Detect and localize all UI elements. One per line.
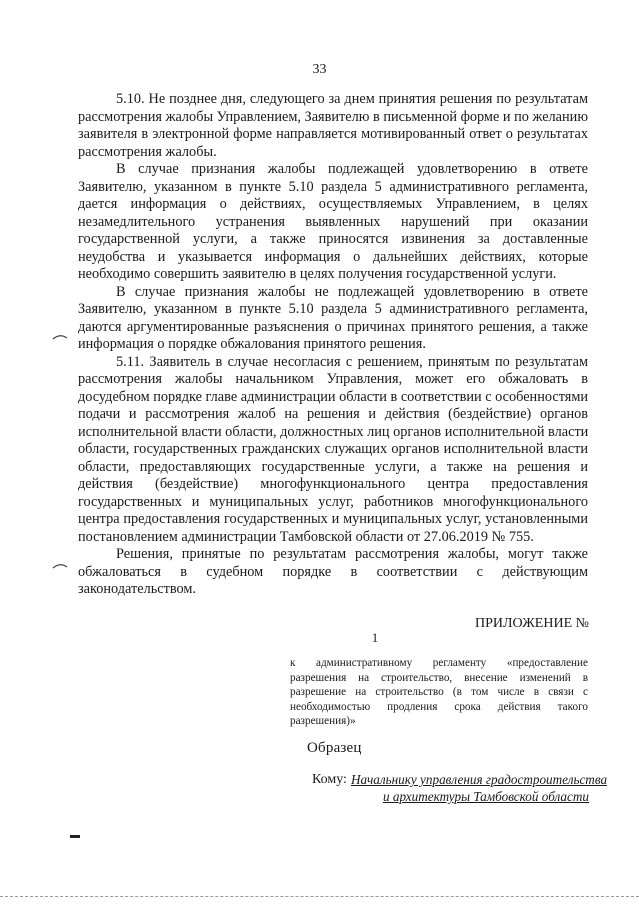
scan-bottom-edge bbox=[0, 896, 639, 897]
sample-label: Образец bbox=[307, 740, 362, 756]
body-text-line: области, государственных гражданских служащих органов исполнительной власти bbox=[78, 441, 588, 457]
appendix-number: 1 bbox=[371, 630, 379, 645]
body-text-line: В случае признания жалобы не подлежащей удовлетворению в ответе bbox=[116, 283, 588, 300]
body-text-line: 5.11. Заявитель в случае несогласия с решением, принятым по результатам bbox=[116, 353, 588, 370]
body-text-line: центра предоставления государственных и муниципальных услуг, установленными bbox=[78, 511, 588, 527]
body-text-line: незамедлительного устранения выявленных нарушений при оказании bbox=[78, 213, 588, 230]
body-text-line: необходимо совершить заявителю в целях получения государственной услуги. bbox=[78, 266, 557, 282]
appendix-title: ПРИЛОЖЕНИЕ № bbox=[475, 616, 589, 631]
body-text-line: дается информация о действиях, осуществляемых Управлением, в целях bbox=[78, 196, 588, 212]
body-text-line: рассмотрения жалобы начальником Управления, может его обжаловать в bbox=[78, 371, 588, 387]
regulation-body-text bbox=[78, 91, 588, 599]
body-text-line: исполнительной власти области, должностных лиц органов исполнительной власти bbox=[78, 423, 588, 440]
body-text-line: рассмотрения жалобы. bbox=[78, 143, 217, 160]
body-text-line: Заявителю, указанном в пункте 5.10 раздела 5 административного регламента, bbox=[78, 178, 588, 195]
body-text-line: государственных и муниципальных услуг, работников многофункционального bbox=[78, 493, 588, 510]
body-text-line: области, предоставляющих государственные услуги, а также на решения и bbox=[78, 458, 588, 475]
to-label: Кому: bbox=[312, 772, 347, 787]
recipient-line-2: и архитектуры Тамбовской области bbox=[382, 789, 589, 804]
appendix-reference-line: разрешение на строительство (в том числе в связи с bbox=[290, 686, 588, 699]
appendix-reference-line: разрешения на строительство, внесение изменений в bbox=[290, 671, 588, 684]
body-text-line: Заявителю, указанном в пункте 5.10 раздела 5 административного регламента, bbox=[78, 301, 588, 317]
body-text-line: действия (бездействие) многофункционального центра предоставления bbox=[78, 476, 588, 492]
body-text-line: неудобства и указывается информация о дальнейших действиях, которые bbox=[78, 248, 588, 265]
body-text-line: 5.10. Не позднее дня, следующего за днем принятия решения по результатам bbox=[116, 91, 588, 107]
scan-dash-mark bbox=[70, 835, 80, 838]
appendix-reference-line: разрешения)» bbox=[290, 715, 356, 728]
body-text-line: обжаловаться в судебном порядке в соответствии с действующим bbox=[78, 563, 588, 580]
body-text-line: рассмотрения жалобы Управлением, Заявителю в письменной форме и по желанию bbox=[78, 108, 588, 125]
body-text-line: даются аргументированные разъяснения о причинах принятого решения, а также bbox=[78, 318, 588, 335]
margin-tick-mark bbox=[52, 333, 68, 341]
margin-tick-mark bbox=[52, 562, 68, 570]
body-text-line: постановлением администрации Тамбовской области от 27.06.2019 № 755. bbox=[78, 528, 534, 545]
page-number: 33 bbox=[312, 62, 327, 77]
body-text-line: заявителя в электронной форме направляется мотивированный ответ о результатах bbox=[78, 126, 588, 142]
appendix-reference-line: к административному регламенту «предоставление bbox=[290, 657, 588, 669]
appendix-reference-line: необходимостью продления срока действия такого bbox=[290, 700, 588, 713]
body-text-line: В случае признания жалобы подлежащей удовлетворению в ответе bbox=[116, 161, 588, 177]
appendix-reference bbox=[290, 656, 588, 729]
body-text-line: подачи и рассмотрения жалоб на решения и действия (бездействие) органов bbox=[78, 406, 588, 422]
recipient-line-1: Начальнику управления градостроительства bbox=[351, 772, 608, 787]
body-text-line: Решения, принятые по результатам рассмотрения жалобы, могут также bbox=[116, 546, 588, 562]
body-text-line: законодательством. bbox=[78, 581, 196, 597]
body-text-line: информация о порядке обжалования принятого решения. bbox=[78, 336, 426, 352]
body-text-line: досудебном порядке главе администрации области в соответствии с особенностями bbox=[78, 388, 588, 405]
body-text-line: государственной услуги, а также приносятся извинения за доставленные bbox=[78, 231, 588, 247]
